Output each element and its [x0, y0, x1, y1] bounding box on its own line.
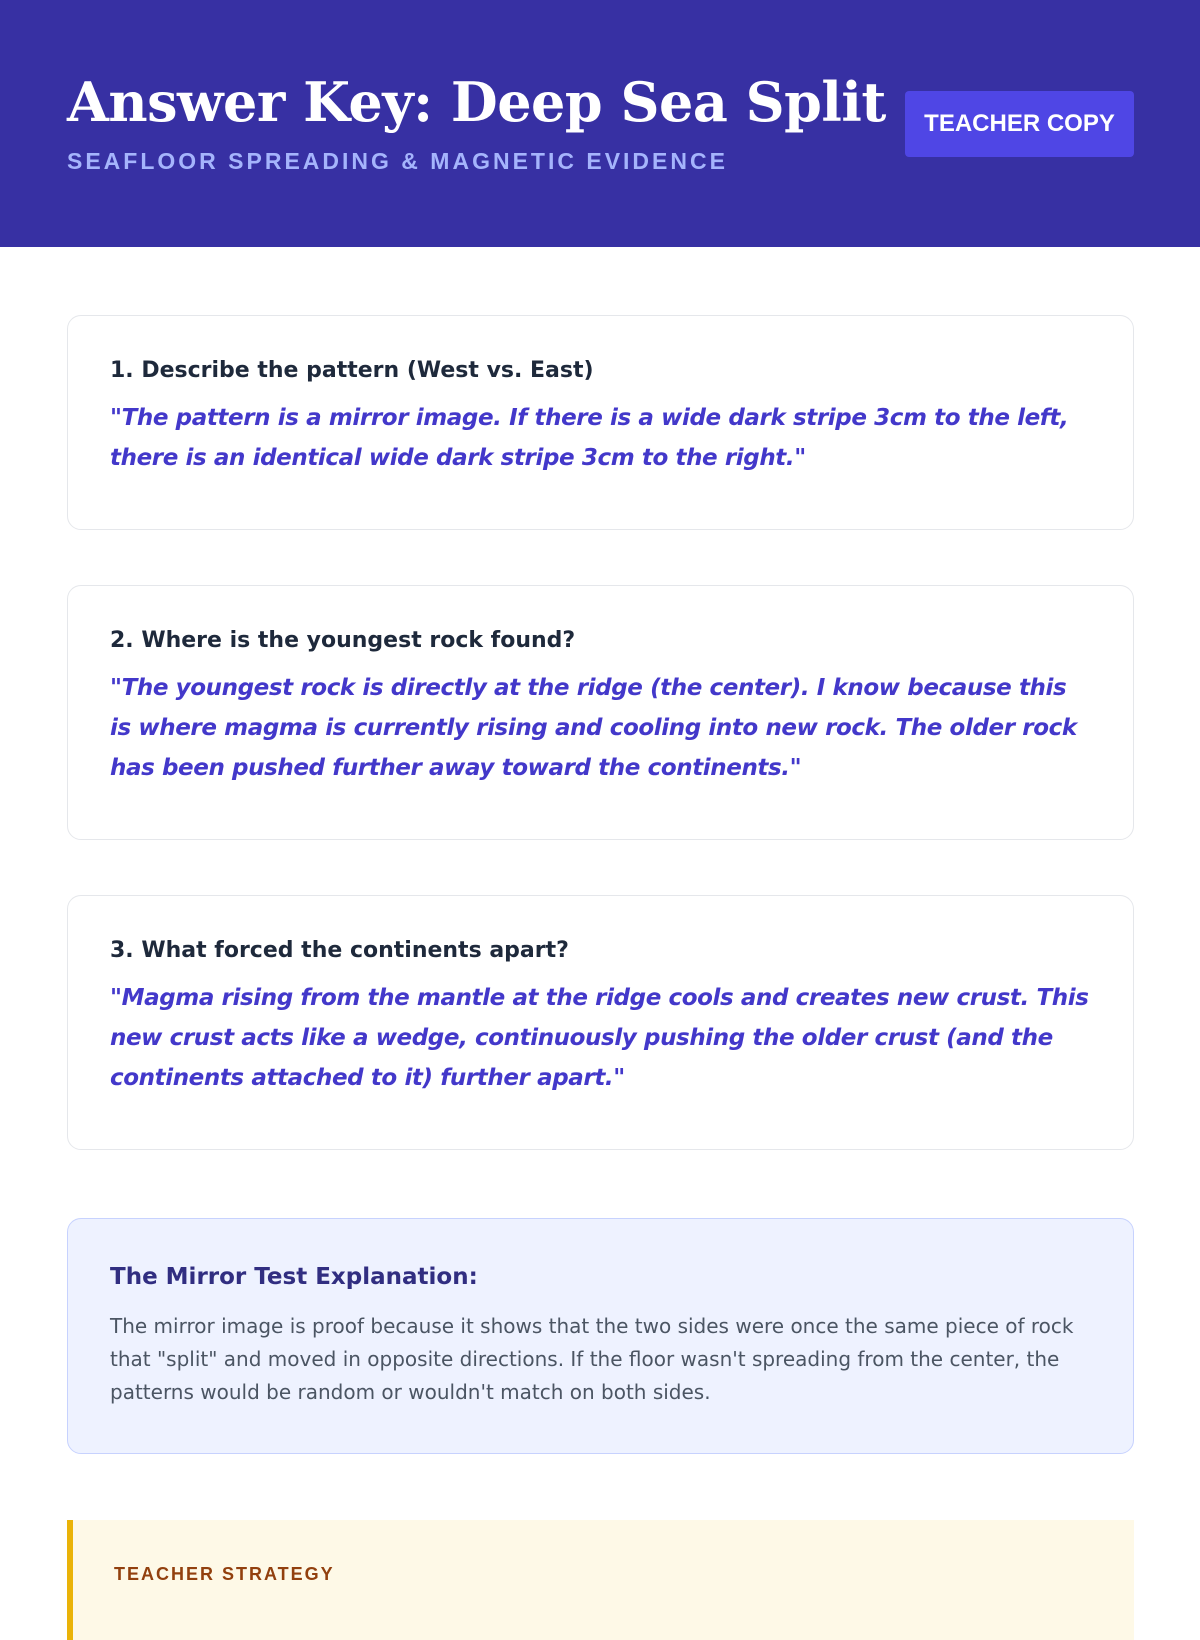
question-answer: "The pattern is a mirror image. If there is a wide dark stripe 3cm to the left, there is an identical wide dark stripe 3cm to the right." — [110, 405, 1069, 471]
page-header — [0, 0, 1200, 247]
question-answer: "Magma rising from the mantle at the ridge cools and creates new crust. This new crust acts like a wedge, continuously pushing the older crust (and the continents attached to it) further apart." — [110, 985, 1089, 1091]
question-card-1 — [67, 315, 1134, 530]
question-answer: "The youngest rock is directly at the ridge (the center). I know because this is where magma is currently rising and cooling into new rock. The older rock has been pushed further away toward the continents." — [110, 675, 1077, 781]
question-title: 1. Describe the pattern (West vs. East) — [110, 358, 594, 383]
question-card-2 — [67, 585, 1134, 840]
teacher-copy-badge: TEACHER COPY — [905, 91, 1134, 157]
mirror-test-explanation — [67, 1218, 1134, 1454]
question-card-3 — [67, 895, 1134, 1150]
teacher-strategy-label: TEACHER STRATEGY — [114, 1564, 335, 1584]
teacher-strategy-callout — [67, 1520, 1134, 1640]
question-title: 2. Where is the youngest rock found? — [110, 628, 576, 653]
page-subtitle: SEAFLOOR SPREADING & MAGNETIC EVIDENCE — [67, 148, 728, 174]
explanation-body: The mirror image is proof because it shows that the two sides were once the same piece of rock that "split" and moved in opposite directions. If the floor wasn't spreading from the center, the patterns would be random or wouldn't match on both sides. — [110, 1314, 1074, 1404]
page-title: Answer Key: Deep Sea Split — [67, 70, 886, 134]
question-title: 3. What forced the continents apart? — [110, 938, 569, 963]
explanation-title: The Mirror Test Explanation: — [110, 1264, 478, 1290]
